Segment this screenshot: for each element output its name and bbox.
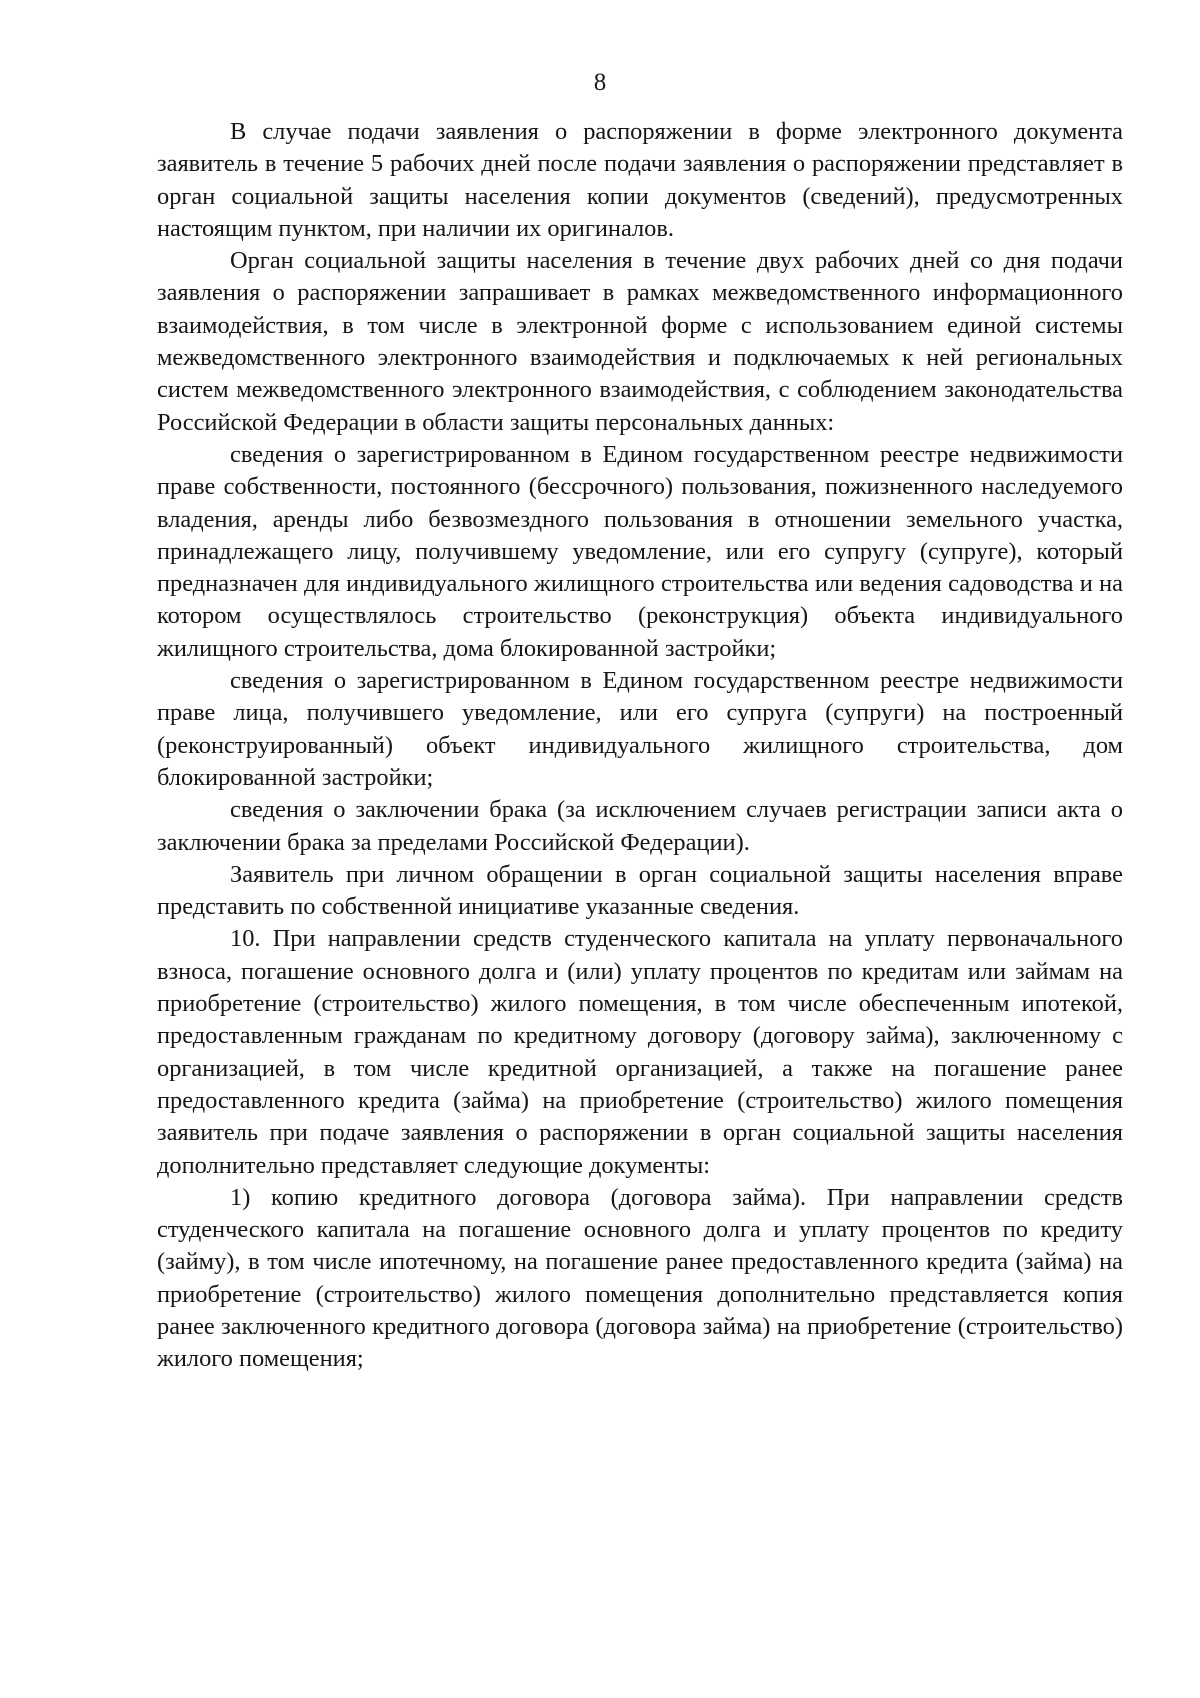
paragraph-interagency-request: Орган социальной защиты населения в течение двух рабочих дней со дня подачи заявления о распоряжении запрашивает в рамках межведомственного информационного взаимодействия, в том числе в электронной форме с использованием единой системы межведомственного электронного взаимодействия и подключаемых к ней региональных систем межведомственного электронного взаимодействия, с соблюдением законодательства Российской Федерации в области защиты персональных данных:	[157, 247, 1123, 436]
paragraph-subitem-1: 1) копию кредитного договора (договора займа). При направлении средств студенческого капитала на погашение основного долга и уплату процентов по кредиту (займу), в том числе ипотечному, на погашение ранее предоставленного кредита (займа) на приобретение (строительство) жилого помещения дополнительно представляется копия ранее заключенного кредитного договора (договора займа) на приобретение (строительство) жилого помещения;	[157, 1183, 1123, 1373]
paragraph-applicant-right: Заявитель при личном обращении в орган социальной защиты населения вправе представить по собственной инициативе указанные сведения.	[157, 860, 1123, 921]
document-body	[157, 116, 1123, 1376]
page-number: 8	[593, 69, 607, 96]
paragraph-item-10: 10. При направлении средств студенческого капитала на уплату первоначального взноса, погашение основного долга и (или) уплату процентов по кредитам или займам на приобретение (строительство) жилого помещения, в том числе обеспеченным ипотекой, предоставленным гражданам по кредитному договору (договору займа), заключенному с организацией, в том числе кредитной организацией, а также на погашение ранее предоставленного кредита (займа) на приобретение (строительство) жилого помещения заявитель при подаче заявления о распоряжении в орган социальной защиты населения дополнительно представляет следующие документы:	[157, 925, 1123, 1179]
paragraph-marriage-info: сведения о заключении брака (за исключением случаев регистрации записи акта о заключении брака за пределами Российской Федерации).	[157, 796, 1123, 856]
paragraph-electronic-submission: В случае подачи заявления о распоряжении в форме электронного документа заявитель в течение 5 рабочих дней после подачи заявления о распоряжении представляет в орган социальной защиты населения копии документов (сведений), предусмотренных настоящим пунктом, при наличии их оригиналов.	[157, 118, 1123, 242]
paragraph-land-rights-info: сведения о зарегистрированном в Едином государственном реестре недвижимости праве собственности, постоянного (бессрочного) пользования, пожизненного наследуемого владения, аренды либо безвозмездного пользования в отношении земельного участка, принадлежащего лицу, получившему уведомление, или его супругу (супруге), который предназначен для индивидуального жилищного строительства или ведения садоводства и на котором осуществлялось строительство (реконструкция) объекта индивидуального жилищного строительства, дома блокированной застройки;	[157, 440, 1123, 662]
paragraph-property-rights-info: сведения о зарегистрированном в Едином государственном реестре недвижимости праве лица, получившего уведомление, или его супруга (супруги) на построенный (реконструированный) объект индивидуального жилищного строительства, дом блокированной застройки;	[157, 667, 1123, 791]
